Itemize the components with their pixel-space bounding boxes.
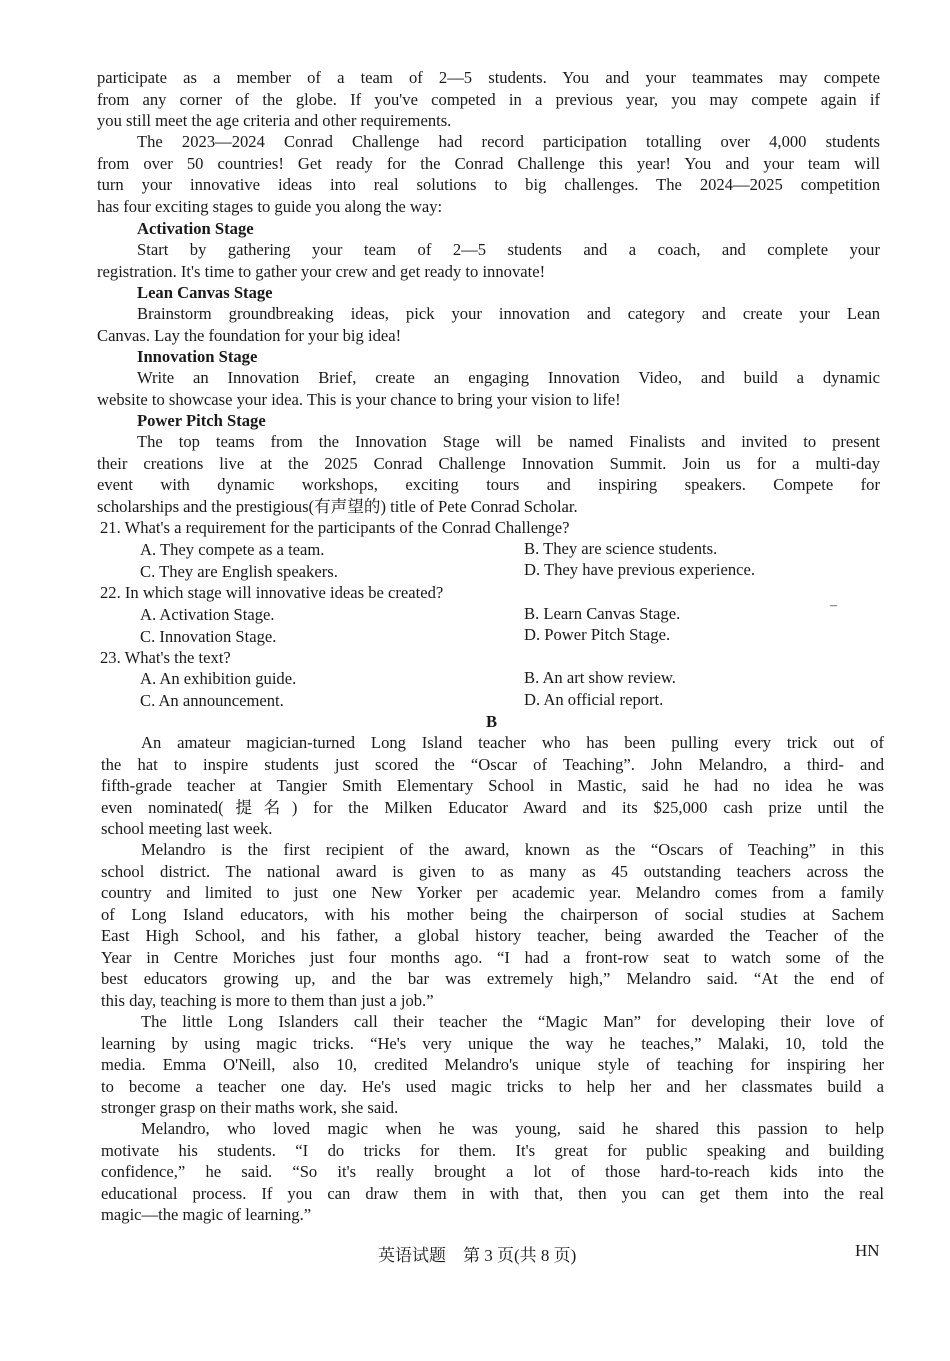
text-line: scholarships and the prestigious(有声望的) title of Pete Conrad Scholar. <box>97 496 578 516</box>
text-line: best educators growing up, and the bar was extremely high,” Melandro said. “At the end of <box>101 969 884 988</box>
text-line: The top teams from the Innovation Stage will be named Finalists and invited to present <box>137 432 880 451</box>
stage-body-activation <box>97 239 880 282</box>
text-line: you still meet the age criteria and other requirements. <box>97 111 452 130</box>
text-line: school district. The national award is given to as many as 45 outstanding teachers across the <box>101 861 884 881</box>
text-line: from over 50 countries! Get ready for the Conrad Challenge this year! You and your team will <box>97 153 880 173</box>
text-line: media. Emma O'Neill, also 10, credited Melandro's unique style of teaching for inspiring her <box>101 1055 884 1074</box>
page-footer-label: 英语试题 第 3 页(共 8 页) <box>378 1246 577 1265</box>
question-23-option-d[interactable]: D. An official report. <box>524 690 664 709</box>
question-21-option-a[interactable]: A. They compete as a team. <box>140 540 325 559</box>
text-line: stronger grasp on their maths work, she said. <box>101 1098 399 1117</box>
stage-heading-innovation: Innovation Stage <box>137 347 258 366</box>
text-line: confidence,” he said. “So it's really brought a lot of those hard-to-reach kids into the <box>101 1162 884 1181</box>
stage-body-innovation <box>97 367 880 410</box>
text-line: Start by gathering your team of 2—5 students and a coach, and complete your <box>137 240 880 259</box>
text-line: to become a teacher one day. He's used magic tricks to help her and her classmates build a <box>101 1076 884 1096</box>
text-line: country and limited to just one New Yorker per academic year. Melandro comes from a family <box>101 883 884 902</box>
question-22-option-a[interactable]: A. Activation Stage. <box>140 605 275 624</box>
stage-heading-power-pitch: Power Pitch Stage <box>137 411 266 430</box>
text-line: Write an Innovation Brief, create an engaging Innovation Video, and build a dynamic <box>137 368 880 387</box>
text-line: An amateur magician-turned Long Island teacher who has been pulling every trick out of <box>141 733 884 752</box>
text-line: has four exciting stages to guide you along the way: <box>97 196 443 216</box>
text-line: learning by using magic tricks. “He's very unique the way he teaches,” Malaki, 10, told the <box>101 1033 884 1053</box>
text-line: participate as a member of a team of 2—5 students. You and your teammates may compete <box>97 68 880 87</box>
question-23-stem: 23. What's the text? <box>100 648 231 667</box>
text-line: The little Long Islanders call their teacher the “Magic Man” for developing their love of <box>141 1012 884 1031</box>
text-line: the hat to inspire students just scored the “Oscar of Teaching”. John Melandro, a third- and <box>101 754 884 774</box>
text-line: from any corner of the globe. If you've competed in a previous year, you may compete again if <box>97 89 880 109</box>
passage-b-paragraph-4 <box>101 1118 884 1226</box>
question-23-option-c[interactable]: C. An announcement. <box>140 691 284 710</box>
question-22-stem: 22. In which stage will innovative ideas be created? <box>100 583 444 602</box>
stage-body-power-pitch <box>97 431 880 517</box>
record-paragraph <box>97 131 880 217</box>
stage-body-lean-canvas <box>97 303 880 346</box>
question-21-stem: 21. What's a requirement for the participants of the Conrad Challenge? <box>100 518 570 537</box>
question-22-option-c[interactable]: C. Innovation Stage. <box>140 627 277 646</box>
text-line: Year in Centre Moriches just four months ago. “I had a front-row seat to watch some of the <box>101 947 884 967</box>
passage-b-paragraph-3 <box>101 1011 884 1119</box>
text-line: Brainstorm groundbreaking ideas, pick your innovation and category and create your Lean <box>137 304 880 323</box>
question-22-option-b[interactable]: B. Learn Canvas Stage. <box>524 604 681 623</box>
passage-b-paragraph-1 <box>101 732 884 840</box>
text-line: school meeting last week. <box>101 819 273 838</box>
text-line: fifth-grade teacher at Tangier Smith Elementary School in Mastic, said he had no idea he was <box>101 776 884 795</box>
text-line: turn your innovative ideas into real solutions to big challenges. The 2024—2025 competition <box>97 175 880 194</box>
intro-paragraph <box>97 67 880 132</box>
stage-heading-lean-canvas: Lean Canvas Stage <box>137 283 273 302</box>
question-22-option-d[interactable]: D. Power Pitch Stage. <box>524 625 671 644</box>
question-21-option-b[interactable]: B. They are science students. <box>524 539 718 558</box>
text-line: Melandro, who loved magic when he was young, said he shared this passion to help <box>141 1119 884 1138</box>
text-line: educational process. If you can draw them in with that, then you can get them into the real <box>101 1183 884 1203</box>
question-23-option-b[interactable]: B. An art show review. <box>524 668 676 687</box>
stage-heading-activation: Activation Stage <box>137 219 254 238</box>
text-line: even nominated(提名) for the Milken Educator Award and its $25,000 cash prize until the <box>101 797 884 817</box>
passage-b-paragraph-2 <box>101 839 884 1011</box>
text-line: event with dynamic workshops, exciting tours and inspiring speakers. Compete for <box>97 475 880 494</box>
question-21-option-d[interactable]: D. They have previous experience. <box>524 560 755 579</box>
text-line: Canvas. Lay the foundation for your big idea! <box>97 325 402 345</box>
text-line: East High School, and his father, a global history teacher, being awarded the Teacher of the <box>101 926 884 945</box>
question-23-option-a[interactable]: A. An exhibition guide. <box>140 669 297 688</box>
text-line: Melandro is the first recipient of the award, known as the “Oscars of Teaching” in this <box>141 840 884 859</box>
text-line: of Long Island educators, with his mother being the chairperson of social studies at Sachem <box>101 904 884 924</box>
text-line: their creations live at the 2025 Conrad Challenge Innovation Summit. Join us for a multi-day <box>97 453 880 473</box>
question-21-option-c[interactable]: C. They are English speakers. <box>140 562 338 581</box>
section-label: B <box>486 712 498 731</box>
text-line: registration. It's time to gather your crew and get ready to innovate! <box>97 261 546 281</box>
text-line: this day, teaching is more to them than just a job.” <box>101 990 434 1010</box>
text-line: website to showcase your idea. This is your chance to bring your vision to life! <box>97 389 621 409</box>
text-line: magic—the magic of learning.” <box>101 1205 312 1224</box>
page-footer-code: HN <box>855 1241 880 1260</box>
text-line: motivate his students. “I do tricks for them. It's great for public speaking and building <box>101 1140 884 1160</box>
text-line: The 2023—2024 Conrad Challenge had record participation totalling over 4,000 students <box>137 132 880 151</box>
stray-mark: – <box>830 598 837 613</box>
